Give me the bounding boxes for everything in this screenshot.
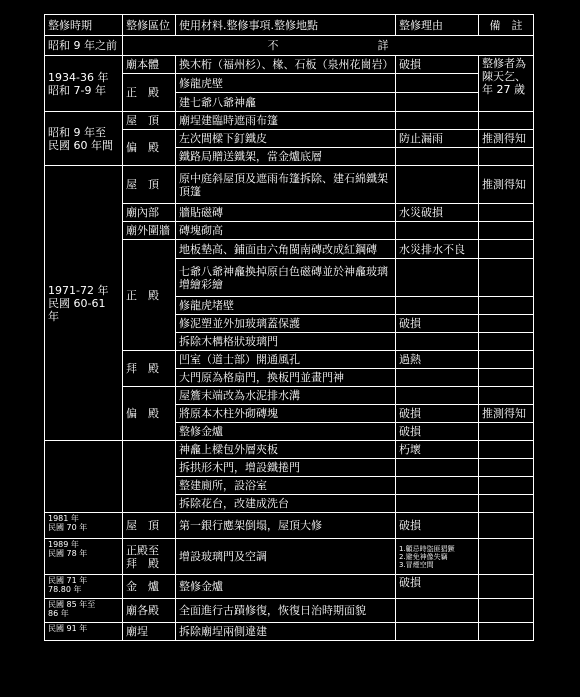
area-cell: 屋 頂 [123,112,176,130]
table-row [45,112,534,130]
item-cell: 換木桁（福州杉）、椽、石板（泉州花崗岩） [176,56,396,74]
item-cell: 原中庭斜屋頂及遮雨布篷拆除、建石綿鐵架頂篷 [176,166,396,204]
area-cell [123,441,176,513]
note-cell [479,148,534,166]
item-cell: 拆除廟埕兩側違建 [176,623,396,641]
item-cell: 屋簷末端改為水泥排水溝 [176,387,396,405]
item-cell: 七爺八爺神龕換掉原白色磁磚並於神龕玻璃增繪彩繪 [176,259,396,297]
item-cell: 拆拱形木門，增設鐵捲門 [176,459,396,477]
period-cell: 1971-72 年 民國 60-61 年 [45,166,123,441]
header-period: 整修時期 [45,15,123,36]
item-cell: 地板墊高、鋪面由六角閩南磚改成紅鋼磚 [176,240,396,259]
period-cell: 昭和 9 年之前 [45,36,123,56]
table-row [45,575,534,599]
period-cell: 民國 91 年 [45,623,123,641]
area-cell: 廟內部 [123,204,176,222]
reason-cell [396,623,479,641]
note-cell [479,240,534,259]
period-cell: 1934-36 年 昭和 7-9 年 [45,56,123,112]
note-cell [479,259,534,297]
note-cell: 推測得知 [479,130,534,148]
area-cell: 廟本體 [123,56,176,74]
item-cell: 整修金爐 [176,423,396,441]
table-row [45,56,534,74]
reason-cell: 破損 [396,405,479,423]
header-row [45,15,534,36]
item-cell: 增設玻璃門及空調 [176,539,396,575]
reason-cell: 過熱 [396,351,479,369]
period-cell: 1981 年 民國 70 年 [45,513,123,539]
item-cell: 整修金爐 [176,575,396,599]
item-cell: 廟埕建臨時遮雨布篷 [176,112,396,130]
row-before [45,36,534,56]
reason-cell: 1.顧忌時盜匪猖獗 2.避免神像失竊 3.冒煙空間 [396,539,479,575]
reason-cell: 破損 [396,56,479,74]
period-cell [45,441,123,513]
note-cell [479,315,534,333]
reason-cell [396,459,479,477]
reason-cell [396,112,479,130]
area-cell: 屋 頂 [123,166,176,204]
area-cell: 廟各殿 [123,599,176,623]
area-cell: 偏 殿 [123,130,176,166]
reason-cell [396,369,479,387]
note-cell: 整修者為陳天乞、年 27 歲 [479,56,534,112]
note-cell [479,495,534,513]
renovation-table [44,14,534,641]
item-cell: 拆除木構格狀玻璃門 [176,333,396,351]
item-cell: 建七爺八爺神龕 [176,93,396,112]
item-cell: 修龍虎堵壁 [176,297,396,315]
item-cell: 整建廁所，設浴室 [176,477,396,495]
reason-cell [396,259,479,297]
reason-cell [396,477,479,495]
note-cell [479,112,534,130]
note-cell [479,222,534,240]
item-cell: 修泥塑並外加玻璃蓋保護 [176,315,396,333]
area-cell: 正 殿 [123,240,176,351]
item-cell: 牆貼磁磚 [176,204,396,222]
period-cell: 民國 71 年 78.80 年 [45,575,123,599]
area-cell: 正 殿 [123,74,176,112]
note-cell: 推測得知 [479,166,534,204]
reason-cell [396,387,479,405]
item-cell: 鐵路局贈送鐵架，當金爐底層 [176,148,396,166]
header-item: 使用材料.整修事項.整修地點 [176,15,396,36]
header-note: 備 註 [479,15,534,36]
note-cell [479,351,534,369]
reason-cell [396,222,479,240]
reason-cell: 水災排水不良 [396,240,479,259]
note-cell [479,599,534,623]
note-cell [479,423,534,441]
item-cell: 全面進行古蹟修復，恢復日治時期面貌 [176,599,396,623]
item-cell: 左次間樑下釘鐵皮 [176,130,396,148]
reason-cell [396,599,479,623]
item-cell: 拆除花台，改建成洗台 [176,495,396,513]
table-row [45,166,534,204]
reason-cell: 破損 [396,513,479,539]
reason-cell: 朽壞 [396,441,479,459]
table-row [45,441,534,459]
area-cell: 廟埕 [123,623,176,641]
note-cell [479,575,534,599]
item-cell: 磚塊砌高 [176,222,396,240]
item-cell: 第一銀行應架倒塌，屋頂大修 [176,513,396,539]
header-area: 整修區位 [123,15,176,36]
note-cell [479,539,534,575]
reason-cell: 防止漏雨 [396,130,479,148]
reason-cell: 破損 [396,575,479,599]
reason-cell: 水災破損 [396,204,479,222]
period-cell: 民國 85 年至 86 年 [45,599,123,623]
table-row [45,539,534,575]
note-cell [479,297,534,315]
table-row [45,599,534,623]
unknown-cell: 不 詳 [123,36,534,56]
area-cell: 拜 殿 [123,351,176,387]
note-cell [479,333,534,351]
reason-cell [396,74,479,93]
reason-cell: 破損 [396,423,479,441]
note-cell [479,387,534,405]
note-cell [479,623,534,641]
note-cell [479,477,534,495]
header-reason: 整修理由 [396,15,479,36]
area-cell: 偏 殿 [123,387,176,441]
area-cell: 屋 頂 [123,513,176,539]
note-cell [479,204,534,222]
area-cell: 廟外圍牆 [123,222,176,240]
reason-cell [396,148,479,166]
reason-cell [396,495,479,513]
note-cell [479,513,534,539]
item-cell: 將原本木柱外砌磚塊 [176,405,396,423]
item-cell: 凹室（道士部）開通風孔 [176,351,396,369]
item-cell: 大門原為格扇門，換板門並畫門神 [176,369,396,387]
reason-cell [396,166,479,204]
item-cell: 神龕上樑包外層夾板 [176,441,396,459]
period-cell: 昭和 9 年至 民國 60 年間 [45,112,123,166]
area-cell: 正殿至 拜 殿 [123,539,176,575]
item-cell: 修龍虎壁 [176,74,396,93]
period-cell: 1989 年 民國 78 年 [45,539,123,575]
note-cell [479,441,534,459]
reason-cell: 破損 [396,315,479,333]
reason-cell [396,93,479,112]
area-cell: 金 爐 [123,575,176,599]
reason-cell [396,333,479,351]
note-cell [479,369,534,387]
table-row [45,623,534,641]
reason-cell [396,297,479,315]
note-cell: 推測得知 [479,405,534,423]
note-cell [479,459,534,477]
table-row [45,513,534,539]
